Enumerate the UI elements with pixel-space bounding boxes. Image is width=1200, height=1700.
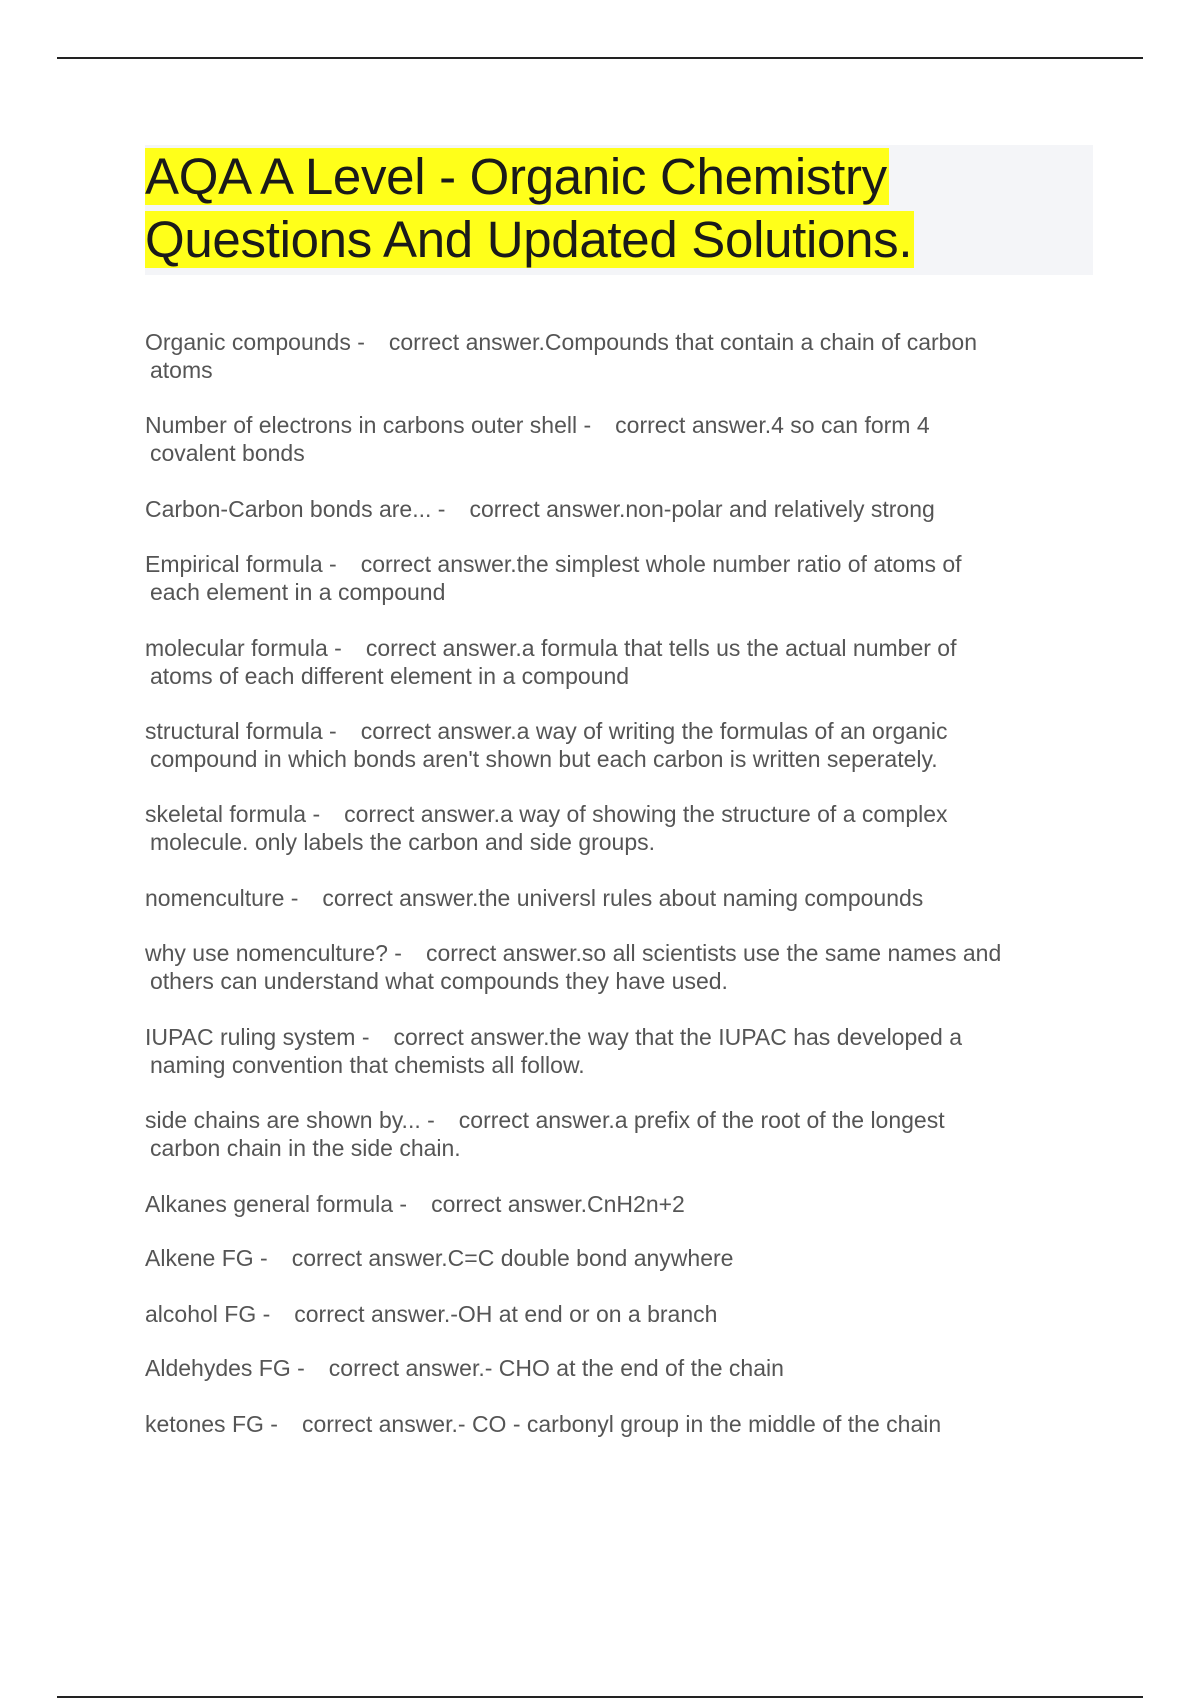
qa-answer: - CO - carbonyl group in the middle of the chain — [457, 1411, 942, 1437]
qa-answer: non-polar and relatively strong — [625, 496, 935, 522]
qa-term: side chains are shown by... - — [145, 1107, 435, 1133]
qa-answer: C=C double bond anywhere — [447, 1245, 734, 1271]
qa-item — [145, 1354, 1085, 1382]
answer-prefix: correct answer. — [322, 885, 479, 911]
qa-term: Empirical formula - — [145, 551, 337, 577]
answer-prefix: correct answer. — [360, 718, 517, 744]
qa-term: Number of electrons in carbons outer shell - — [145, 412, 592, 438]
qa-item — [145, 939, 1085, 995]
answer-prefix: correct answer. — [431, 1191, 588, 1217]
answer-prefix: correct answer. — [393, 1024, 550, 1050]
qa-answer: the universl rules about naming compounds — [478, 885, 924, 911]
qa-item — [145, 1244, 1085, 1272]
answer-prefix: correct answer. — [365, 635, 522, 661]
qa-term: alcohol FG - — [145, 1301, 271, 1327]
qa-item — [145, 1410, 1085, 1438]
qa-term: nomenculture - — [145, 885, 299, 911]
qa-item — [145, 1300, 1085, 1328]
qa-item — [145, 884, 1085, 912]
qa-term: IUPAC ruling system - — [145, 1024, 370, 1050]
qa-answer: CnH2n+2 — [587, 1191, 685, 1217]
answer-prefix: correct answer. — [388, 329, 545, 355]
qa-item — [145, 1190, 1085, 1218]
answer-prefix: correct answer. — [425, 940, 582, 966]
answer-prefix: correct answer. — [458, 1107, 615, 1133]
qa-item — [145, 634, 1085, 690]
qa-term: structural formula - — [145, 718, 337, 744]
qa-term: molecular formula - — [145, 635, 342, 661]
qa-answer-continued: atoms of each different element in a compound — [150, 663, 630, 689]
qa-answer: 4 so can form 4 — [771, 412, 930, 438]
qa-answer: a way of showing the structure of a complex — [500, 801, 948, 827]
qa-item — [145, 328, 1085, 384]
qa-answer: so all scientists use the same names and — [581, 940, 1002, 966]
answer-prefix: correct answer. — [328, 1355, 485, 1381]
qa-answer: Compounds that contain a chain of carbon — [544, 329, 978, 355]
answer-prefix: correct answer. — [344, 801, 501, 827]
qa-answer: a way of writing the formulas of an organic — [516, 718, 948, 744]
bottom-rule — [57, 1696, 1143, 1698]
qa-item — [145, 1106, 1085, 1162]
qa-term: ketones FG - — [145, 1411, 278, 1437]
qa-term: why use nomenculture? - — [145, 940, 402, 966]
qa-answer: a prefix of the root of the longest — [614, 1107, 945, 1133]
answer-prefix: correct answer. — [301, 1411, 458, 1437]
qa-answer-continued: compound in which bonds aren't shown but each carbon is written seperately. — [150, 746, 938, 772]
qa-term: Carbon-Carbon bonds are... - — [145, 496, 446, 522]
qa-answer: a formula that tells us the actual number of — [521, 635, 957, 661]
qa-answer-continued: covalent bonds — [150, 440, 305, 466]
qa-answer-continued: naming convention that chemists all follow. — [150, 1052, 585, 1078]
answer-prefix: correct answer. — [360, 551, 517, 577]
answer-prefix: correct answer. — [291, 1245, 448, 1271]
qa-item — [145, 411, 1085, 467]
qa-item — [145, 800, 1085, 856]
qa-term: Aldehydes FG - — [145, 1355, 305, 1381]
page-title — [145, 145, 1093, 271]
qa-item — [145, 717, 1085, 773]
qa-term: Alkene FG - — [145, 1245, 268, 1271]
qa-answer-continued: carbon chain in the side chain. — [150, 1135, 461, 1161]
qa-item — [145, 1023, 1085, 1079]
qa-answer-continued: molecule. only labels the carbon and side groups. — [150, 829, 656, 855]
answer-prefix: correct answer. — [294, 1301, 451, 1327]
answer-prefix: correct answer. — [615, 412, 772, 438]
title-line-1: AQA A Level - Organic Chemistry — [145, 148, 887, 205]
qa-answer-continued: atoms — [150, 357, 213, 383]
qa-term: skeletal formula - — [145, 801, 321, 827]
answer-prefix: correct answer. — [469, 496, 626, 522]
top-rule — [57, 57, 1143, 59]
qa-item — [145, 495, 1085, 523]
qa-item — [145, 550, 1085, 606]
qa-answer: -OH at end or on a branch — [450, 1301, 718, 1327]
qa-answer-continued: others can understand what compounds they have used. — [150, 968, 728, 994]
qa-term: Organic compounds - — [145, 329, 365, 355]
qa-answer: the way that the IUPAC has developed a — [549, 1024, 963, 1050]
qa-answer: the simplest whole number ratio of atoms of — [516, 551, 962, 577]
qa-answer: - CHO at the end of the chain — [484, 1355, 784, 1381]
qa-term: Alkanes general formula - — [145, 1191, 408, 1217]
qa-answer-continued: each element in a compound — [150, 579, 446, 605]
title-block — [145, 145, 1093, 275]
title-line-2: Questions And Updated Solutions. — [145, 211, 913, 268]
